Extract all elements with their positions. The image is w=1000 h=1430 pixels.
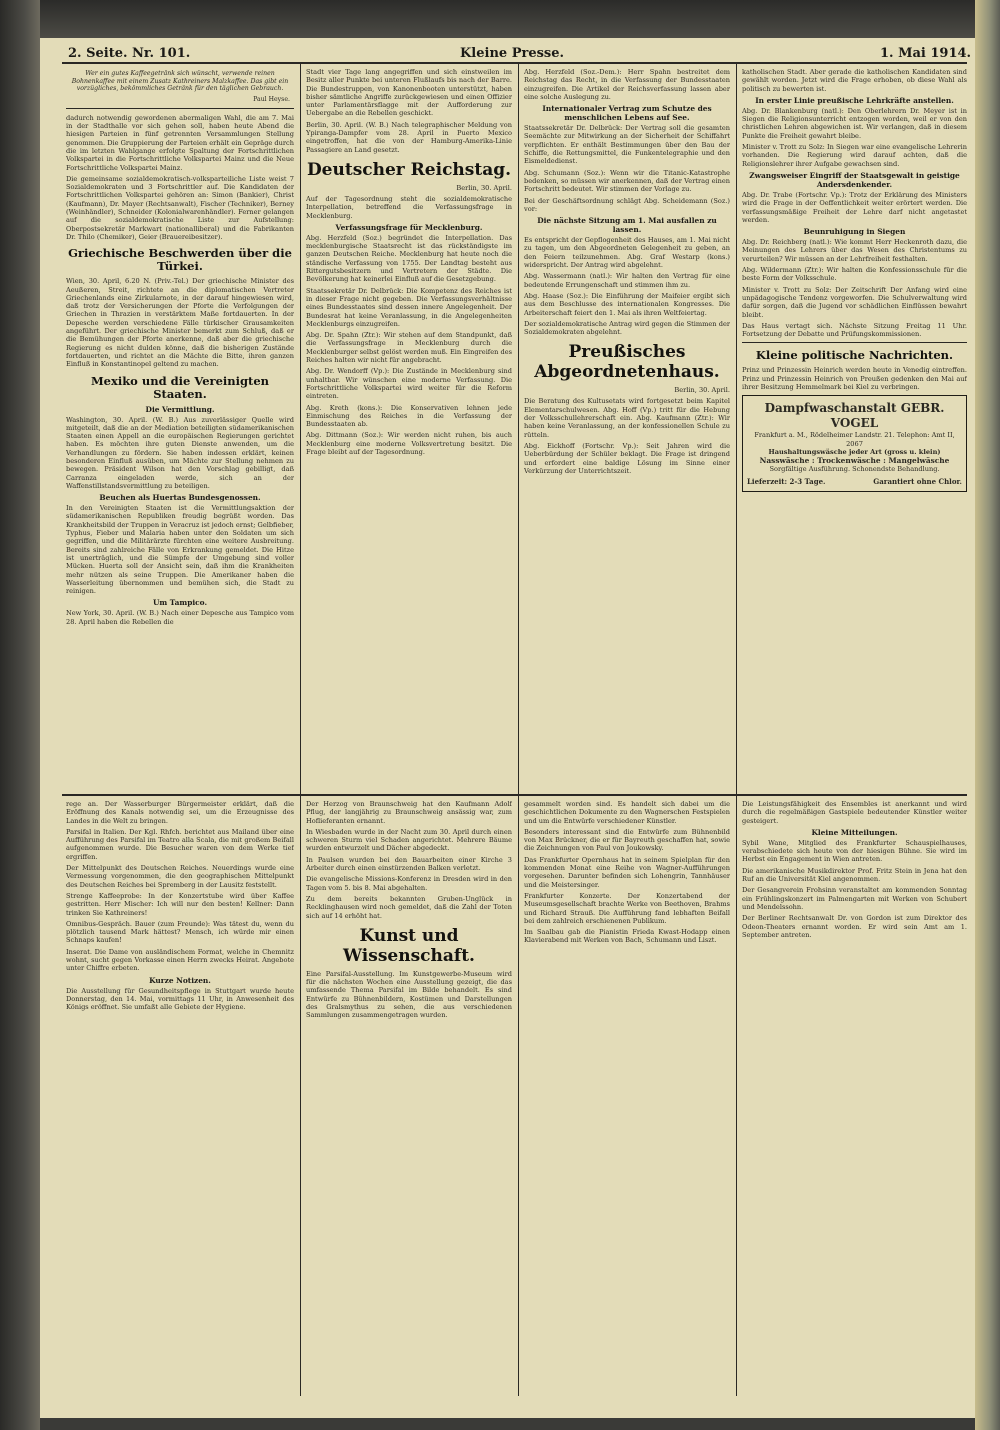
quote-signature: Paul Heyse. — [253, 95, 290, 103]
article-paragraph: Der Berliner Rechtsanwalt Dr. von Gordon ist zum Direktor des Odeon-Theaters ernannt worden. Er wird sein Amt am 1. September antreten. — [742, 914, 967, 939]
column-rule — [300, 64, 301, 794]
article-paragraph: Der sozialdemokratische Antrag wird gegen die Stimmen der Sozialdemokraten abgelehnt. — [524, 319, 730, 337]
article-paragraph: Washington, 30. April. (W. B.) Aus zuverlässiger Quelle wird mitgeteilt, daß die an der Mediation beteiligten südamerikanischen Staaten einen Appell an die europäischen Regierungen gerichtet haben. Es möchten ihre guten Dienste anwenden, um die Verhandlungen zu fördern. Sie haben indessen erklärt, keinen besonderen Einfluß ausüben, um Mächte zur Stellung nehmen zu bewegen. Präsident Wilson hat den Vorschlag gebilligt, daß Carranza eingeladen werde, sich an der Waffenstillstandsvermittlung zu beteiligen. — [66, 415, 294, 490]
top-edge-shadow — [40, 0, 975, 38]
subheading: Kurze Notizen. — [149, 975, 211, 985]
article-paragraph: Berlin, 30. April. (W. B.) Nach telegraphischer Meldung von Ypiranga-Dampfer vom 28. April in Puerto Mexico eingetroffen, hat die von der Hamburg-Amerika-Linie Passagiere an Land gesetzt. — [306, 120, 512, 154]
ad-line: Sorgfältige Ausführung. Schonendste Behandlung. — [769, 465, 940, 474]
column-2-upper — [306, 68, 512, 792]
ad-address: Frankfurt a. M., Rödelheimer Landstr. 21. Telephon: Amt II, 2067 — [754, 431, 955, 448]
article-paragraph: Staatssekretär Dr. Delbrück: Die Kompetenz des Reiches ist in dieser Frage nicht gegeben. Die Verfassungsverhältnisse eines Bundesstaates sind dessen innere Angelegenheit. Der Bundesrat hat keine Veranlassung, in die Angelegenheiten Mecklenburgs einzugreifen. — [306, 286, 512, 328]
article-paragraph: dadurch notwendig gewordenen abermaligen Wahl, die am 7. Mai in der Stadthalle vor sich gehen soll, haben heute Abend die hiesigen Parteien in fünf getrennten Versammlungen Stellung genommen. Die Gruppierung der Parteien erhält ein Gepräge durch die im letzten Wahlgange erfolgte Spaltung der Fortschrittlichen Volkspartei in die Fortschrittliche Volkspartei Mainz und die Neue Fortschrittliche Volkspartei Mainz. — [66, 113, 294, 172]
headline-reichstag: Deutscher Reichstag. — [306, 159, 512, 180]
article-paragraph: In den Vereinigten Staaten ist die Vermittlungsaktion der südamerikanischen Republiken freudig begrüßt worden. Das Krankheitsbild der Truppen in Veracruz ist jedoch ernst; Gelbfieber, Typhus, Fieber und Malaria haben unter den Soldaten um sich gegriffen, und die Militärärzte fürchten eine weitere Ausbreitung. Bereits sind zahlreiche Fälle von Erkrankung gemeldet. Die Hitze ist unerträglich, und die Sümpfe der Umgebung sind voller Mücken. Huerta soll der Ansicht sein, daß ihm die Krankheiten mehr nützen als seine Truppen. Die Amerikaner haben die Wasserleitung übernommen und bemühen sich, die Stadt zu reinigen. — [66, 504, 294, 596]
article-paragraph: Inserat. Die Dame von ausländischem Format, welche in Chemnitz wohnt, sucht gegen Vorkasse einen Herrn zwecks Heirat. Angebote unter Chiffre erbeten. — [66, 947, 294, 973]
article-paragraph: Auf der Tagesordnung steht die sozialdemokratische Interpellation, betreffend die Verfassungsfrage in Mecklenburg. — [306, 194, 512, 220]
divider — [742, 342, 967, 343]
article-paragraph: Sybil Wane, Mitglied des Frankfurter Schauspielhauses, verabschiedete sich heute von der hiesigen Bühne. Sie wird im Herbst ein Engagement in Wien antreten. — [742, 838, 967, 864]
right-page-edge — [975, 0, 1000, 1430]
column-rule — [300, 796, 301, 1396]
subheading: Verfassungsfrage für Mecklenburg. — [335, 222, 483, 232]
column-3-upper — [524, 68, 730, 792]
article-paragraph: Besonders interessant sind die Entwürfe zum Bühnenbild von Max Brückner, die er für Bayreuth geschaffen hat, sowie die Zeichnungen von Paul von Joukowsky. — [524, 827, 730, 853]
article-paragraph: rege an. Der Wasserburger Bürgermeister erklärt, daß die Eröffnung des Kanals notwendig sei, um die Erzeugnisse des Landes in die Welt zu bringen. — [66, 800, 294, 825]
column-rule — [736, 64, 737, 794]
subheading: Kleine Mitteilungen. — [811, 827, 898, 837]
article-paragraph: Parsifal in Italien. Der Kgl. Rhfch. berichtet aus Mailand über eine Aufführung des Parsifal im Teatro alla Scala, die mit großem Beifall aufgenommen wurde. Die Besucher waren von dem Werke tief ergriffen. — [66, 827, 294, 861]
article-paragraph: Die Beratung des Kultusetats wird fortgesetzt beim Kapitel Elementarschulwesen. Abg. Hoff (Vp.) tritt für die Hebung der Volksschullehrerschaft ein. Abg. Kaufmann (Ztr.): Wir haben keine Veranlassung, an der konfessionellen Schule zu rütteln. — [524, 397, 730, 439]
column-rule — [518, 64, 519, 794]
column-4-lower — [742, 800, 967, 1396]
article-paragraph: Abg. Dr. Spahn (Ztr.): Wir stehen auf dem Standpunkt, daß die Verfassungsfrage in Mecklenburg durch die Mecklenburger selbst gelöst werden muß. Ein Eingreifen des Reiches halten wir nicht für angebracht. — [306, 331, 512, 365]
article-paragraph: Der Mittelpunkt des Deutschen Reiches. Neuerdings wurde eine Vermessung vorgenommen, die den geographischen Mittelpunkt des Deutschen Reiches bei Spremberg in der Lausitz feststellt. — [66, 864, 294, 889]
article-paragraph: Abg. Wassermann (natl.): Wir halten den Vertrag für eine bedeutende Errungenschaft und stimmen ihm zu. — [524, 272, 730, 289]
headline-kleine-nachrichten: Kleine politische Nachrichten. — [755, 348, 954, 363]
article-paragraph: Abg. Dr. Trabe (Fortschr. Vp.): Trotz der Erklärung des Ministers wird die Frage in der Oeffentlichkeit weiter erörtert werden. Die verfassungsmäßige Freiheit der Lehre darf nicht angetastet werden. — [742, 190, 967, 224]
article-paragraph: Abg. Haase (Soz.): Die Einführung der Maifeier ergibt sich aus dem Beschlusse des internationalen Kongresses. Die Arbeiterschaft feiert den 1. Mai als ihren Weltfeiertag. — [524, 291, 730, 317]
article-paragraph: Abg. Wildermann (Ztr.): Wir halten die Konfessionsschule für die beste Form der Volksschule. — [742, 266, 967, 283]
article-paragraph: Im Saalbau gab die Pianistin Frieda Kwast-Hodapp einen Klavierabend mit Werken von Bach, Schumann und Liszt. — [524, 928, 730, 945]
page-number: 2. Seite. Nr. 101. — [68, 46, 191, 61]
column-2-lower — [306, 800, 512, 1396]
article-paragraph: Omnibus-Gespräch. Bauer (zum Freunde): Was tätest du, wenn du plötzlich tausend Mark hättest? Mensch, ich würde mir einen Schnaps kaufen! — [66, 919, 294, 945]
masthead: Kleine Presse. — [460, 46, 565, 61]
subheading: Um Tampico. — [152, 598, 208, 608]
quote-box — [66, 68, 294, 109]
article-paragraph: Abg. Herzfeld (Soz.) begründet die Interpellation. Das mecklenburgische Staatsrecht ist das rückständigste im ganzen Deutschen Reiche. Mecklenburg hat heute noch die ständische Verfassung von 1755. Der Landtag besteht aus Rittergutsbesitzern und Vertretern der Städte. Die Bevölkerung hat keinerlei Einfluß auf die Gesetzgebung. — [306, 233, 512, 284]
issue-date: 1. Mai 1914. — [880, 46, 972, 61]
column-4-upper — [742, 68, 967, 792]
article-paragraph: Die amerikanische Musikdirektor Prof. Fritz Stein in Jena hat den Ruf an die Universität Kiel angenommen. — [742, 866, 967, 884]
book-spine-shadow — [0, 0, 40, 1430]
article-paragraph: Abg. Dr. Wendorff (Vp.): Die Zustände in Mecklenburg sind unhaltbar. Wir wünschen eine moderne Verfassung. Die Fortschrittliche Volkspartei wird weiter für die Reform eintreten. — [306, 367, 512, 401]
article-paragraph: Die evangelische Missions-Konferenz in Dresden wird in den Tagen vom 5. bis 8. Mai abgehalten. — [306, 875, 512, 892]
article-paragraph: Prinz und Prinzessin Heinrich werden heute in Venedig eintreffen. Prinz und Prinzessin Heinrich von Preußen gedenken den Mai auf ihrer Besitzung Hemmelmark bei Kiel zu verbringen. — [742, 366, 967, 392]
newspaper-page — [40, 38, 975, 1418]
subheading: Zwangsweiser Eingriff der Staatsgewalt in geistige Andersdenkender. — [749, 170, 960, 189]
article-paragraph: Abg. Kreth (kons.): Die Konservativen lehnen jede Einmischung des Reiches in die Verfassung der Bundesstaaten ab. — [306, 403, 512, 429]
subheading: Die nächste Sitzung am 1. Mai ausfallen zu lassen. — [537, 216, 717, 235]
dateline: Berlin, 30. April. — [456, 183, 512, 192]
subheading: In erster Linie preußische Lehrkräfte anstellen. — [755, 95, 954, 105]
article-paragraph: Eine Parsifal-Ausstellung. Im Kunstgewerbe-Museum wird für die nächsten Wochen eine Ausstellung gezeigt, die das umfassende Thema Parsifal im Bilde behandelt. Es sind Entwürfe zu Bühnenbildern, Kostümen und Darstellungen des Gralsmythus zu sehen, die aus verschiedenen Sammlungen zusammengetragen wurden. — [306, 969, 512, 1020]
article-paragraph: Staatssekretär Dr. Delbrück: Der Vertrag soll die gesamten Seemächte zur Mitwirkung an der Sicherheit der Schiffahrt verpflichten. Er enthält Bestimmungen über den Bau der Schiffe, die Rettungsmittel, die Funkentelegraphie und den Eismeldedienst. — [524, 124, 730, 166]
column-1-lower — [66, 800, 294, 1396]
subheading: Internationaler Vertrag zum Schutze des menschlichen Lebens auf See. — [542, 104, 712, 123]
column-3-lower — [524, 800, 730, 1396]
article-paragraph: Abg. Dr. Blankenburg (natl.): Den Oberlehrern Dr. Meyer ist in Siegen die Religionsunterricht entzogen worden, weil er von den christlichen Lehren abgewichen ist. Wir verlangen, daß in diesem Punkte die Freiheit gewahrt bleibe. — [742, 106, 967, 140]
article-paragraph: Das Frankfurter Opernhaus hat in seinem Spielplan für den kommenden Monat eine Reihe von Wagner-Aufführungen vorgesehen. Darunter befinden sich Lohengrin, Tannhäuser und die Meistersinger. — [524, 855, 730, 889]
header-rule — [62, 62, 967, 64]
article-paragraph: Minister v. Trott zu Solz: Der Zeitschrift Der Anfang wird eine unpädagogische Tendenz vorgeworfen. Die Schulverwaltung wird dafür sorgen, daß die Jugend vor schädlichen Einflüssen bewahrt bleibt. — [742, 285, 967, 319]
ad-title: Dampfwaschanstalt GEBR. VOGEL — [764, 401, 945, 431]
headline-abgeordnetenhaus: Preußisches Abgeordnetenhaus. — [534, 342, 720, 383]
article-paragraph: Der Gesangverein Frohsinn veranstaltet am kommenden Sonntag ein Frühlingskonzert im Palmengarten mit Werken von Schubert und Mendelssohn. — [742, 886, 967, 911]
article-paragraph: katholischen Stadt. Aber gerade die katholischen Kandidaten sind gewählt worden. Jetzt wird die Frage erhoben, ob diese Wahl als politisch zu bewerten ist. — [742, 68, 967, 93]
section-rule — [62, 794, 967, 796]
article-paragraph: Wien, 30. April, 6.20 N. (Priv.-Tel.) Der griechische Minister des Aeußeren, Streit, richtete an die diplomatischen Vertreter Griechenlands eine Zirkularnote, in der darauf hingewiesen wird, daß trotz der Versicherungen der Pforte die Verfolgungen der Griechen in Thrazien in verstärktem Maße fortdauerten. In der Depesche werden verschiedene Fälle türkischer Grausamkeiten angeführt. Der griechische Minister bemerkt zum Schluß, daß er die Bemühungen der Pforte anerkenne, daß aber die griechische Regierung es nicht dulden könne, daß die bisherigen Zustände fortdauerten, und richtet an die Mächte die Bitte, ihren ganzen Einfluß in Konstantinopel geltend zu machen. — [66, 277, 294, 369]
article-paragraph: Strenge Kaffeeprobe: In der Konzertstube wird über Kaffee gestritten. Herr Mischer: Ich will nur den besten! Kellner: Dann trinken Sie Kathreiners! — [66, 891, 294, 917]
article-paragraph: Abg. Schumann (Soz.): Wenn wir die Titanic-Katastrophe bedenken, so müssen wir anerkennen, daß der Vertrag einen Fortschritt bedeutet. Wir stimmen der Vorlage zu. — [524, 168, 730, 194]
ad-line: Nasswäsche : Trockenwäsche : Mangelwäsche — [759, 455, 950, 465]
article-paragraph: Die gemeinsame sozialdemokratisch-volksparteiliche Liste weist 7 Sozialdemokraten und 3 Fortschrittler auf. Die Kandidaten der Fortschrittlichen Volkspartei gehören an: Simon (Bankier), Christ (Kaufmann), Dr. Mayer (Rechtsanwalt), Fischer (Techniker), Berney (Weinhändler), Schneider (Kolonialwarenhändler). Ferner gelangen auf die sozialdemokratische Liste zur Aufstellung: Oberpostsekretär Markwart (nationalliberal) und die Fabrikanten Dr. Thilo (Chemiker), Geier (Brauereibesitzer). — [66, 174, 294, 241]
subheading: Beunruhigung in Siegen — [803, 227, 906, 237]
ad-delivery: Lieferzeit: 2-3 Tage. — [747, 476, 826, 486]
quote-text: Wer ein gutes Kaffeegetränk sich wünscht, verwende reinen Bohnenkaffee mit einem Zusatz Kathreiners Malzkaffee. Das gibt ein vorzügliches, bekömmliches Getränk für den täglichen Gebrauch. — [71, 70, 289, 93]
article-paragraph: In Paulsen wurden bei den Bauarbeiten einer Kirche 3 Arbeiter durch einen einstürzenden Balken verletzt. — [306, 855, 512, 873]
column-rule — [518, 796, 519, 1396]
article-paragraph: New York, 30. April. (W. B.) Nach einer Depesche aus Tampico vom 28. April haben die Rebellen die — [66, 609, 294, 626]
column-1-upper — [66, 68, 294, 792]
dateline: Berlin, 30. April. — [674, 386, 730, 395]
subheading: Beuchen als Huertas Bundesgenossen. — [99, 493, 261, 503]
article-paragraph: Die Leistungsfähigkeit des Ensembles ist anerkannt und wird durch die regelmäßigen Gastspiele bedeutender Künstler weiter gesteigert. — [742, 800, 967, 825]
article-paragraph: Abg. Dr. Reichberg (natl.): Wie kommt Herr Heckenroth dazu, die Meinungen des Lehrers über das Wesen des Christentums zu verurteilen? Wir müssen an der Lehrfreiheit festhalten. — [742, 238, 967, 263]
headline-kunst: Kunst und Wissenschaft. — [343, 925, 475, 966]
article-paragraph: Es entspricht der Gepflogenheit des Hauses, am 1. Mai nicht zu tagen, um den Abgeordneten Gelegenheit zu geben, an den Feiern teilzunehmen. Abg. Graf Westarp (kons.) widerspricht. Der Antrag wird abgelehnt. — [524, 236, 730, 270]
column-rule — [736, 796, 737, 1396]
article-paragraph: Die Ausstellung für Gesundheitspflege in Stuttgart wurde heute Donnerstag, den 14. Mai, vormittags 11 Uhr, in Anwesenheit des Königs eröffnet. Sie umfaßt alle Gebiete der Hygiene. — [66, 986, 294, 1012]
article-paragraph: Minister v. Trott zu Solz: In Siegen war eine evangelische Lehrerin vorhanden. Die Regierung wird darauf achten, daß die Religionslehrer ihrer Aufgabe gewachsen sind. — [742, 143, 967, 168]
article-paragraph: Frankfurter Konzerte. Der Konzertabend der Museumsgesellschaft brachte Werke von Beethoven, Brahms und Richard Strauß. Die Aufführung fand lebhaften Beifall bei dem zahlreich erschienenen Publikum. — [524, 891, 730, 925]
article-paragraph: Abg. Herzfeld (Soz.-Dem.): Herr Spahn bestreitet dem Reichstag das Recht, in die Verfassung der Bundesstaaten einzugreifen. Die Artikel der Reichsverfassung lassen aber eine solche Auslegung zu. — [524, 68, 730, 101]
article-paragraph: Abg. Dittmann (Soz.): Wir werden nicht ruhen, bis auch Mecklenburg eine moderne Volksvertretung besitzt. Die Frage bleibt auf der Tagesordnung. — [306, 431, 512, 456]
headline-griechen: Griechische Beschwerden über die Türkei. — [68, 246, 292, 274]
ad-guarantee: Garantiert ohne Chlor. — [873, 476, 962, 486]
article-paragraph: Das Haus vertagt sich. Nächste Sitzung Freitag 11 Uhr. Fortsetzung der Debatte und Prüfungskommissionen. — [742, 321, 967, 339]
article-paragraph: Stadt vier Tage lang angegriffen und sich einstweilen im Besitz aller Punkte bei unteren Flußlaufs bis nach der Barre. Die Bundestruppen, von Kanonenbooten unterstützt, haben bisher sämtliche Angriffe zurückgewiesen und einen Offizier unter Parlamentärsflagge mit der Aufforderung zur Uebergabe an die Rebellen geschickt. — [306, 68, 512, 118]
ad-footer — [747, 477, 962, 486]
headline-mexiko: Mexiko und die Vereinigten Staaten. — [90, 373, 270, 401]
article-paragraph: gesammelt worden sind. Es handelt sich dabei um die geschichtlichen Dokumente zu den Wagnerschen Festspielen und um die Entwürfe verschiedener Künstler. — [524, 800, 730, 825]
article-paragraph: Der Herzog von Braunschweig hat den Kaufmann Adolf Pflug, der langjährig zu Braunschweig ansässig war, zum Hoflieferanten ernannt. — [306, 800, 512, 825]
article-paragraph: In Wiesbaden wurde in der Nacht zum 30. April durch einen schweren Sturm viel Schaden angerichtet. Mehrere Bäume wurden entwurzelt und Dächer abgedeckt. — [306, 827, 512, 853]
article-paragraph: Zu dem bereits bekannten Gruben-Unglück in Recklinghausen wird noch gemeldet, daß die Zahl der Toten sich auf 14 erhöht hat. — [306, 894, 512, 920]
article-paragraph: Bei der Geschäftsordnung schlägt Abg. Scheidemann (Soz.) vor: — [524, 196, 730, 213]
ad-line: Haushaltungswäsche jeder Art (gross u. klein) — [768, 448, 941, 457]
subheading: Die Vermittlung. — [145, 404, 215, 414]
advertisement-vogel — [742, 395, 967, 492]
article-paragraph: Abg. Eickhoff (Fortschr. Vp.): Seit Jahren wird die Ueberbürdung der Schüler beklagt. Die Frage ist dringend und erfordert eine baldige Lösung im Sinne einer Verkürzung der Unterrichtszeit. — [524, 441, 730, 475]
